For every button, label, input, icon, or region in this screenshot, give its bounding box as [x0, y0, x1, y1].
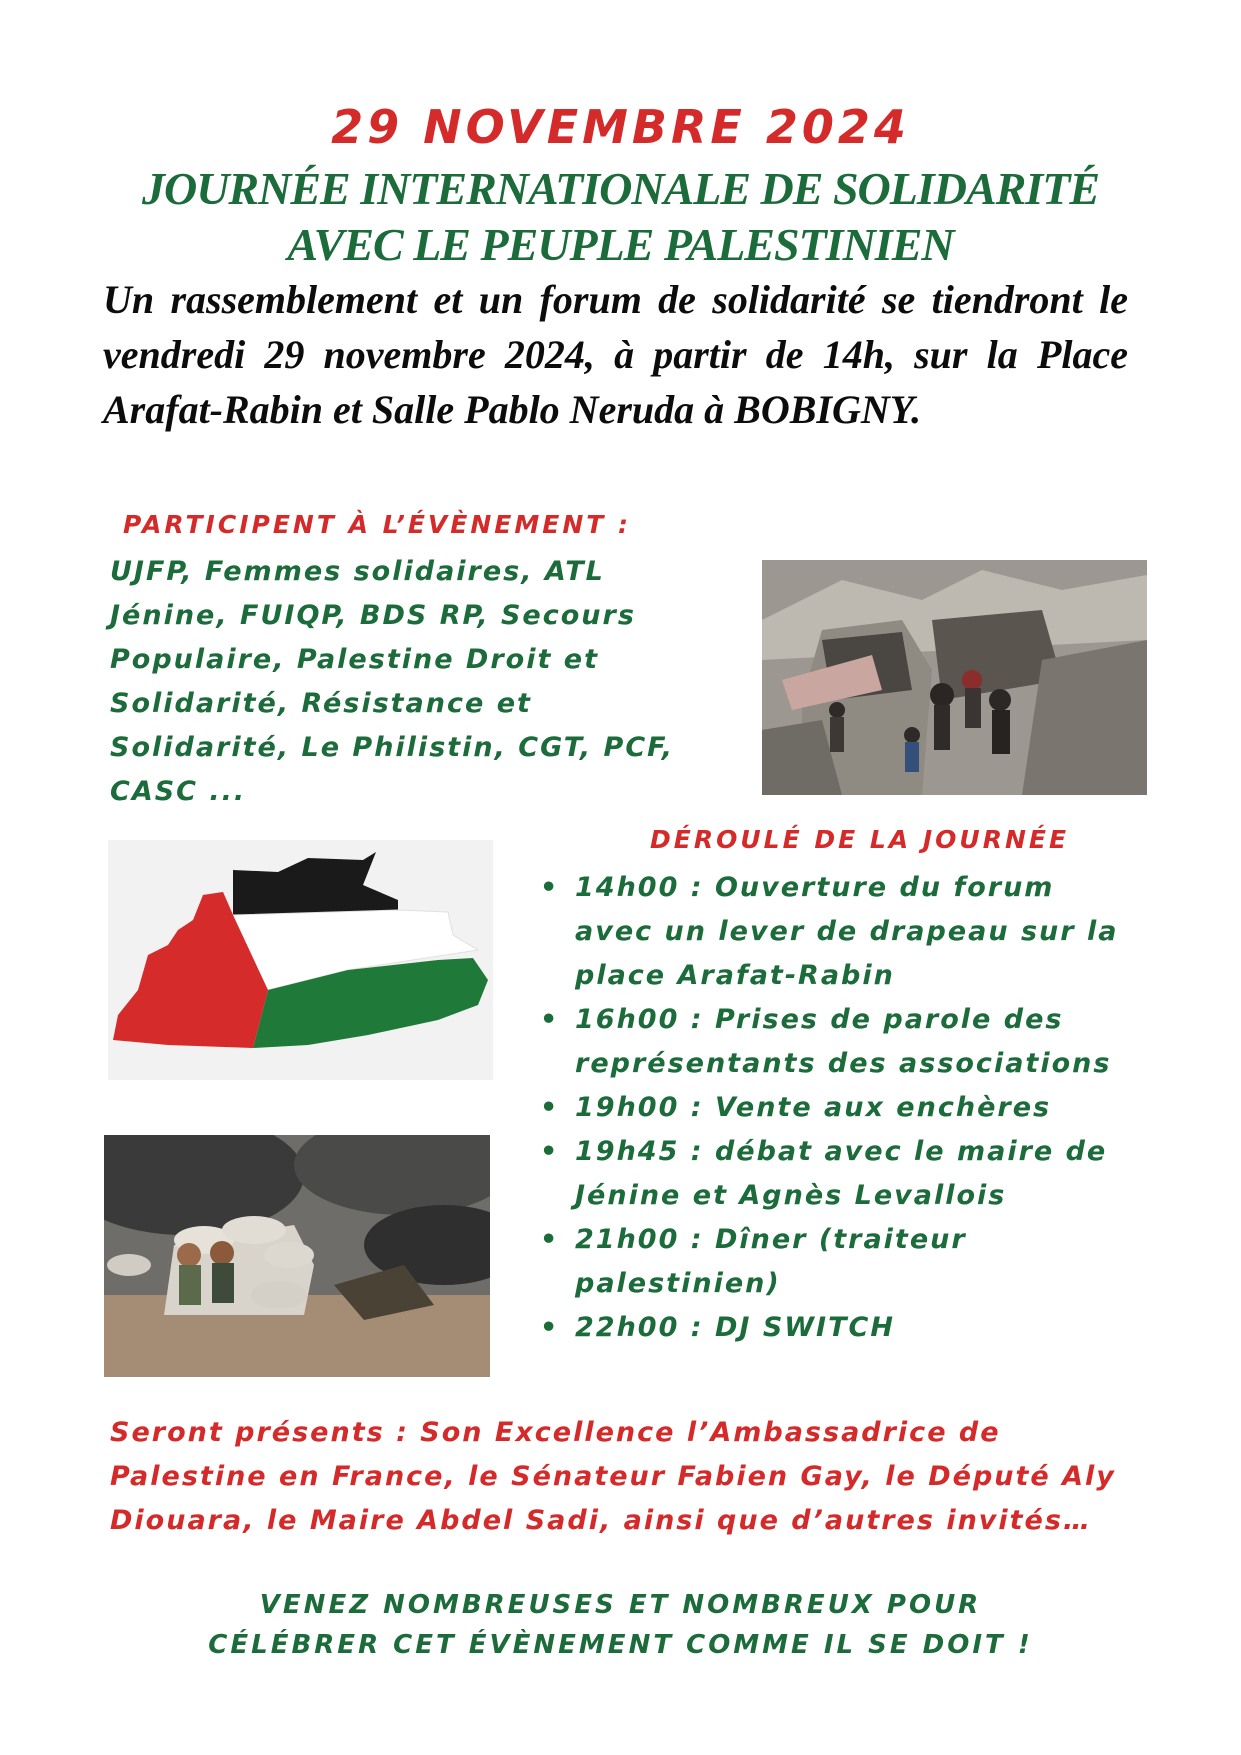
programme-item-text: 14h00 : Ouverture du forum avec un lever de drapeau sur la place Arafat-Rabin	[575, 872, 1119, 991]
programme-list	[540, 866, 1140, 1350]
guests-paragraph: Seront présents : Son Excellence l’Ambassadrice de Palestine en France, le Sénateur Fabien Gay, le Député Aly Diouara, le Maire Abdel Sadi, ainsi que d’autres invités…	[110, 1417, 1116, 1536]
bullet-icon: •	[540, 1312, 560, 1343]
programme-item	[540, 1086, 1140, 1130]
footer-line-1: VENEZ NOMBREUSES ET NOMBREUX POUR	[259, 1590, 982, 1620]
programme-item-text: 22h00 : DJ SWITCH	[575, 1312, 895, 1343]
participants-list: UJFP, Femmes solidaires, ATL Jénine, FUIQP, BDS RP, Secours Populaire, Palestine Droit et Solidarité, Résistance et Solidarité, Le Philistin, CGT, PCF, CASC ...	[110, 556, 674, 807]
bullet-icon: •	[540, 1136, 560, 1167]
palestinian-flag-icon	[108, 840, 493, 1080]
programme-item	[540, 1130, 1140, 1218]
bullet-icon: •	[540, 1004, 560, 1035]
footer-line-2: CÉLÉBRER CET ÉVÈNEMENT COMME IL SE DOIT !	[208, 1630, 1033, 1660]
programme-item-text: 21h00 : Dîner (traiteur palestinien)	[575, 1224, 967, 1299]
programme-item-text: 19h45 : débat avec le maire de Jénine et Agnès Levallois	[575, 1136, 1108, 1211]
programme-item	[540, 866, 1140, 998]
programme-heading: DÉROULÉ DE LA JOURNÉE	[650, 825, 1070, 854]
programme-item	[540, 998, 1140, 1086]
bullet-icon: •	[540, 872, 560, 903]
programme-item-text: 19h00 : Vente aux enchères	[575, 1092, 1052, 1123]
programme-item-text: 16h00 : Prises de parole des représentants des associations	[575, 1004, 1112, 1079]
programme-item	[540, 1218, 1140, 1306]
bullet-icon: •	[540, 1224, 560, 1255]
intro-paragraph: Un rassemblement et un forum de solidarité se tiendront le vendredi 29 novembre 2024, à partir de 14h, sur la Place Arafat-Rabin et Salle Pablo Neruda à BOBIGNY.	[103, 277, 1128, 432]
title-line-1: JOURNÉE INTERNATIONALE DE SOLIDARITÉ	[141, 163, 1100, 214]
event-date: 29 NOVEMBRE 2024	[331, 100, 910, 154]
participants-heading: PARTICIPENT À L’ÉVÈNEMENT :	[123, 510, 631, 539]
bullet-icon: •	[540, 1092, 560, 1123]
title-line-2: AVEC LE PEUPLE PALESTINIEN	[287, 219, 954, 270]
programme-item	[540, 1306, 1140, 1350]
children-photo-icon	[104, 1135, 490, 1377]
rubble-photo-icon	[762, 560, 1147, 795]
